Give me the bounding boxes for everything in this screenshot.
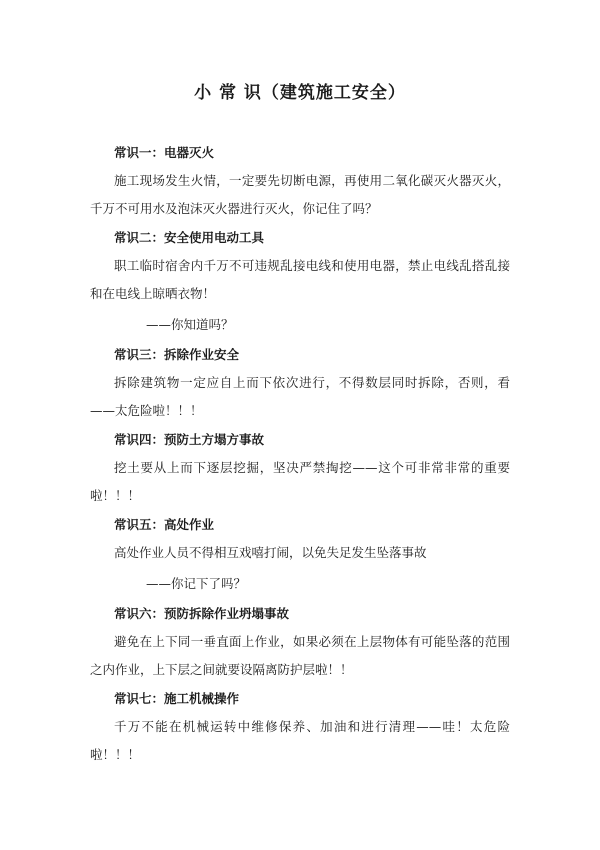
section-6	[90, 603, 510, 684]
section-paragraph: 千万不能在机械运转中维修保养、加油和进行清理——哇！太危险啦！！！	[90, 719, 510, 762]
section-heading: 常识三：拆除作业安全	[114, 347, 240, 362]
section-heading: 常识四：预防土方塌方事故	[114, 432, 265, 447]
section-heading: 常识六：预防拆除作业坍塌事故	[114, 606, 290, 621]
section-3	[90, 344, 510, 425]
section-paragraph: 拆除建筑物一定应自上而下依次进行，不得数层同时拆除，否则，看——太危险啦！！！	[90, 375, 510, 418]
section-heading: 常识七：施工机械操作	[114, 691, 240, 706]
section-heading: 常识五：高处作业	[114, 517, 215, 532]
section-1	[90, 142, 510, 223]
section-heading: 常识一：电器灭火	[114, 145, 215, 160]
section-4	[90, 429, 510, 510]
section-heading: 常识二：安全使用电动工具	[114, 230, 265, 245]
section-paragraph: 职工临时宿舍内千万不可违规乱接电线和使用电器，禁止电线乱搭乱接和在电线上晾晒衣物！	[90, 258, 510, 301]
section-7	[90, 688, 510, 769]
section-paragraph: 高处作业人员不得相互戏嘻打闹，以免失足发生坠落事故	[114, 545, 427, 560]
section-aside: ——你知道吗？	[146, 317, 234, 332]
page-title: 小 常 识（建筑施工安全）	[194, 83, 406, 103]
section-paragraph: 避免在上下同一垂直面上作业，如果必须在上层物体有可能坠落的范围之内作业，上下层之间就要设隔离防护层啦！！	[90, 634, 510, 677]
section-paragraph: 挖土要从上而下逐层挖掘，坚决严禁掏挖——这个可非常非常的重要啦！！！	[90, 460, 510, 503]
section-paragraph: 施工现场发生火情，一定要先切断电源，再使用二氧化碳灭火器灭火，千万不可用水及泡沫灭火器进行灭火，你记住了吗？	[90, 173, 510, 216]
section-aside: ——你记下了吗？	[146, 576, 247, 591]
section-5	[90, 514, 510, 595]
section-2	[90, 227, 510, 336]
document-body	[90, 142, 510, 773]
